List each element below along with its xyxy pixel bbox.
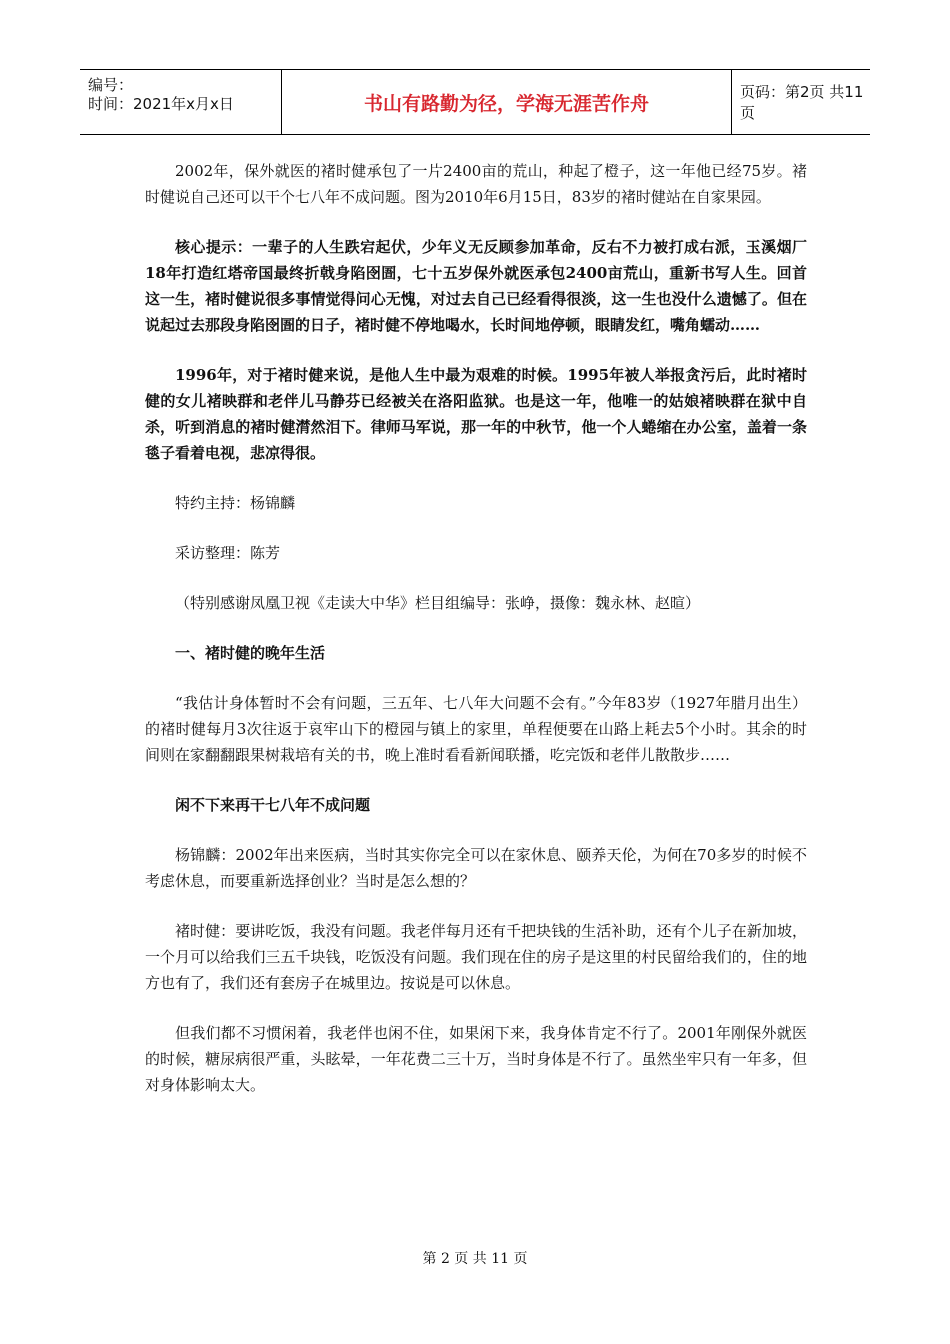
paragraph-answer-1: 褚时健：要讲吃饭，我没有问题。我老伴每月还有千把块钱的生活补助，还有个儿子在新加坡，一个月可以给我们三五千块钱，吃饭没有问题。我们现在住的房子是这里的村民留给我们的，住的地方也有了，我们还有套房子在城里边。按说是可以休息。 <box>145 922 807 992</box>
header-meta <box>80 70 282 134</box>
header-number-label: 编号： <box>88 76 134 94</box>
header-page-number: 页码：第2页 共11页 <box>740 83 864 122</box>
paragraph-question: 杨锦麟：2002年出来医病，当时其实你完全可以在家休息、颐养天伦，为何在70多岁的时候不考虑休息，而要重新选择创业？当时是怎么想的？ <box>145 846 807 890</box>
paragraph-1996: 1996年，对于褚时健来说，是他人生中最为艰难的时候。1995年被人举报贪污后，此时褚时健的女儿褚映群和老伴儿马静芬已经被关在洛阳监狱。也是这一年，他唯一的姑娘褚映群在狱中自杀，听到消息的褚时健潸然泪下。律师马军说，那一年的中秋节，他一个人蜷缩在办公室，盖着一条毯子看着电视，悲凉得很。 <box>145 366 807 462</box>
section-heading-2: 闲不下来再干七八年不成问题 <box>175 796 371 814</box>
header-motto: 书山有路勤为径，学海无涯苦作舟 <box>282 70 732 134</box>
paragraph-answer-2: 但我们都不习惯闲着，我老伴也闲不住，如果闲下来，我身体肯定不行了。2001年刚保外就医的时候，糖尿病很严重，头眩晕，一年花费二三十万，当时身体是不行了。虽然坐牢只有一年多，但对身体影响太大。 <box>145 1024 807 1094</box>
paragraph-later-life: “我估计身体暂时不会有问题，三五年、七八年大问题不会有。”今年83岁（1927年腊月出生）的褚时健每月3次往返于哀牢山下的橙园与镇上的家里，单程便要在山路上耗去5个小时。其余的时间则在家翻翻跟果树栽培有关的书，晚上准时看看新闻联播，吃完饭和老伴儿散散步…… <box>145 694 807 764</box>
paragraph-intro: 2002年，保外就医的褚时健承包了一片2400亩的荒山，种起了橙子，这一年他已经75岁。褚时健说自己还可以干个七八年不成问题。图为2010年6月15日，83岁的褚时健站在自家果园。 <box>145 162 807 206</box>
section-heading-1: 一、褚时健的晚年生活 <box>175 644 326 662</box>
header-date: 时间：2021年x月x日 <box>88 95 234 113</box>
paragraph-thanks: （特别感谢凤凰卫视《走读大中华》栏目组编导：张峥，摄像：魏永林、赵暄） <box>175 594 701 612</box>
paragraph-core-summary: 核心提示：一辈子的人生跌宕起伏，少年义无反顾参加革命，反右不力被打成右派，玉溪烟厂18年打造红塔帝国最终折戟身陷囹圄，七十五岁保外就医承包2400亩荒山，重新书写人生。回首这一生，褚时健说很多事情觉得问心无愧，对过去自己已经看得很淡，这一生也没什么遗憾了。但在说起过去那段身陷囹圄的日子，褚时健不停地喝水，长时间地停顿，眼睛发红，嘴角蠕动…… <box>145 238 807 334</box>
document-body <box>145 158 807 1098</box>
paragraph-host: 特约主持：杨锦麟 <box>175 494 296 512</box>
page-header <box>80 69 870 135</box>
paragraph-editor: 采访整理：陈芳 <box>175 544 281 562</box>
page-footer: 第 2 页 共 11 页 <box>422 1251 528 1267</box>
